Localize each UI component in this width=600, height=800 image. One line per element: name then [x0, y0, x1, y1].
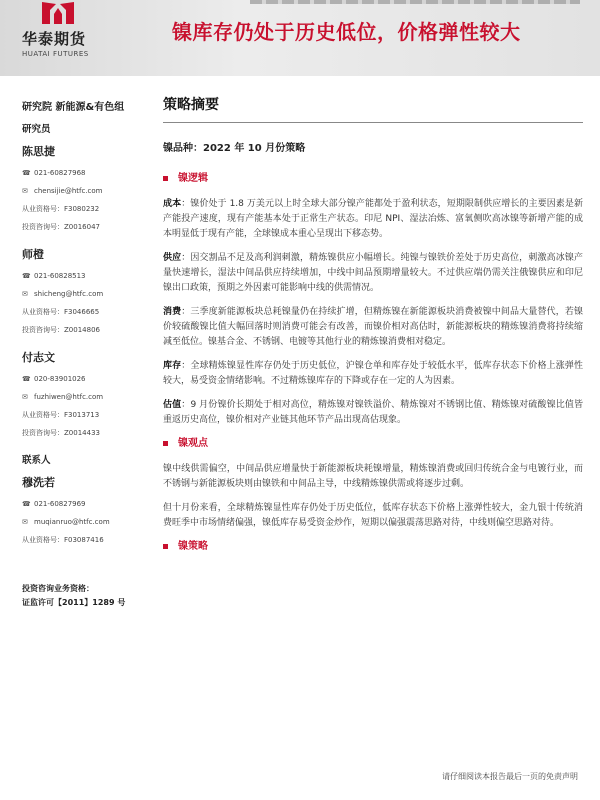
header-decoration — [250, 0, 580, 4]
paragraph-label: 成本 — [163, 199, 182, 209]
analyst-card — [22, 143, 140, 234]
analyst-cert: 从业资格号：F3080232 — [22, 205, 100, 213]
analyst-name: 付志文 — [22, 351, 55, 364]
analyst-email[interactable] — [22, 185, 140, 198]
square-bullet-icon — [163, 176, 168, 181]
phone-icon: ☎ — [22, 169, 31, 177]
contact-label: 联系人 — [22, 455, 51, 466]
analyst-name: 师橙 — [22, 248, 44, 261]
phone-text: 021-60827968 — [34, 169, 86, 177]
paragraph-label: 库存 — [163, 361, 182, 371]
page-title: 策略摘要 — [163, 92, 583, 123]
paragraph-label: 消费 — [163, 307, 182, 317]
email-icon: ✉ — [22, 187, 28, 195]
analyst-card — [22, 349, 140, 440]
qualification-line-2: 证监许可【2011】1289 号 — [22, 598, 126, 607]
contact-email[interactable] — [22, 516, 140, 529]
analyst-phone — [22, 373, 140, 386]
email-icon: ✉ — [22, 393, 28, 401]
contact-card — [22, 474, 140, 547]
section-heading-view — [163, 437, 583, 451]
analyst-email[interactable] — [22, 288, 140, 301]
phone-icon: ☎ — [22, 375, 31, 383]
contact-name: 穆洗若 — [22, 476, 55, 489]
email-icon: ✉ — [22, 290, 28, 298]
department-label: 研究院 新能源&有色组 — [22, 102, 125, 113]
paragraph-consumption — [163, 305, 583, 350]
analyst-cert: 从业资格号：F3046665 — [22, 308, 100, 316]
analyst-phone — [22, 167, 140, 180]
company-logo — [22, 0, 102, 70]
section-title: 镍逻辑 — [178, 173, 208, 184]
paragraph-text: ：9 月份镍价长期处于相对高位，精炼镍对镍铁溢价、精炼镍对不锈钢比值、精炼镍对硫酸镍比值皆重返历史高位，镍价相对产业链其他环节产品出现高估现象。 — [163, 400, 583, 425]
email-icon: ✉ — [22, 518, 28, 526]
phone-icon: ☎ — [22, 500, 31, 508]
logo-text-cn: 华泰期货 — [22, 30, 87, 48]
paragraph-cost — [163, 197, 583, 242]
paragraph-label: 估值 — [163, 400, 182, 410]
strategy-subheading: 镍品种：2022 年 10 月份策略 — [163, 143, 306, 154]
analyst-card — [22, 246, 140, 337]
report-title: 镍库存仍处于历史低位，价格弹性较大 — [172, 20, 521, 44]
paragraph-text: ：全球精炼镍显性库存仍处于历史低位，沪镍仓单和库存处于较低水平，低库存状态下价格上涨弹性较大，易受资金情绪影响。不过精炼镍库存的下降或存在一定的人为因素。 — [163, 361, 583, 386]
phone-text: 020-83901026 — [34, 375, 86, 383]
email-text[interactable]: muqianruo@htfc.com — [34, 518, 110, 526]
section-heading-strategy — [163, 540, 583, 554]
contact-cert: 从业资格号：F03087416 — [22, 536, 104, 544]
logo-mark-icon — [38, 0, 78, 26]
paragraph-text: ：镍价处于 1.8 万美元以上时全球大部分镍产能都处于盈利状态，短期限制供应增长的主要因素是新产能投产速度，现有产能基本处于正常生产状态。印尼 NPI、湿法冶炼、富氧侧吹高冰镍等新增产能的成本明显低于现有产能，全球镍成本重心呈现出下移态势。 — [163, 199, 583, 239]
analyst-invest-no: 投资咨询号：Z0014433 — [22, 429, 100, 437]
qualification-block — [22, 582, 152, 610]
analyst-email[interactable] — [22, 391, 140, 404]
paragraph-inventory — [163, 359, 583, 389]
section-heading-logic — [163, 172, 583, 186]
analyst-invest-no: 投资咨询号：Z0016047 — [22, 223, 100, 231]
paragraph-text: ：因交割品不足及高利润刺激，精炼镍供应小幅增长。纯镍与镍铁价差处于历史高位，刺激高冰镍产量快速增长，湿法中间品供应持续增加，中线中间品预期增量较大。不过供应端仍需关注俄镍供应和印尼镍出口政策，预期之外因素可能影响中线的供需情况。 — [163, 253, 583, 293]
logo-text-en: HUATAI FUTURES — [22, 50, 89, 58]
paragraph-valuation — [163, 398, 583, 428]
analyst-invest-no: 投资咨询号：Z0014806 — [22, 326, 100, 334]
square-bullet-icon — [163, 441, 168, 446]
email-text[interactable]: shicheng@htfc.com — [34, 290, 104, 298]
paragraph-supply — [163, 251, 583, 296]
strategy-summary — [163, 92, 583, 565]
square-bullet-icon — [163, 544, 168, 549]
phone-text: 021-60827969 — [34, 500, 86, 508]
email-text[interactable]: fuzhiwen@htfc.com — [34, 393, 104, 401]
view-paragraph: 但十月份来看，全球精炼镍显性库存仍处于历史低位，低库存状态下价格上涨弹性较大，金九银十传统消费旺季中市场情绪偏强，镍低库存易受资金炒作，短期以偏强震荡思路对待，中线则偏空思路对待。 — [163, 503, 583, 528]
qualification-line-1: 投资咨询业务资格： — [22, 584, 94, 593]
view-paragraph: 镍中线供需偏空，中间品供应增量快于新能源板块耗镍增量，精炼镍消费或回归传统合金与电镀行业，而不锈钢与新能源板块则由镍铁和中间品主导，中线精炼镍供需或将逐步过剩。 — [163, 464, 583, 489]
analyst-name: 陈思捷 — [22, 145, 55, 158]
disclaimer-footer: 请仔细阅读本报告最后一页的免责声明 — [442, 772, 578, 781]
researchers-label: 研究员 — [22, 124, 51, 135]
section-title: 镍策略 — [178, 541, 208, 552]
paragraph-text: ：三季度新能源板块总耗镍量仍在持续扩增，但精炼镍在新能源板块消费被镍中间品大量替代，若镍价较硫酸镍比值大幅回落时则消费可能会有改善，而镍价相对高估时，新能源板块的精炼镍消费将持续缩减至低位。镍基合金、不锈钢、电镀等其他行业的精炼镍消费相对稳定。 — [163, 307, 583, 347]
section-title: 镍观点 — [178, 438, 208, 449]
analyst-cert: 从业资格号：F3013713 — [22, 411, 100, 419]
paragraph-label: 供应 — [163, 253, 182, 263]
phone-icon: ☎ — [22, 272, 31, 280]
analyst-sidebar — [22, 92, 140, 792]
phone-text: 021-60828513 — [34, 272, 86, 280]
contact-phone — [22, 498, 140, 511]
report-header — [0, 0, 600, 76]
analyst-phone — [22, 270, 140, 283]
email-text[interactable]: chensijie@htfc.com — [34, 187, 103, 195]
